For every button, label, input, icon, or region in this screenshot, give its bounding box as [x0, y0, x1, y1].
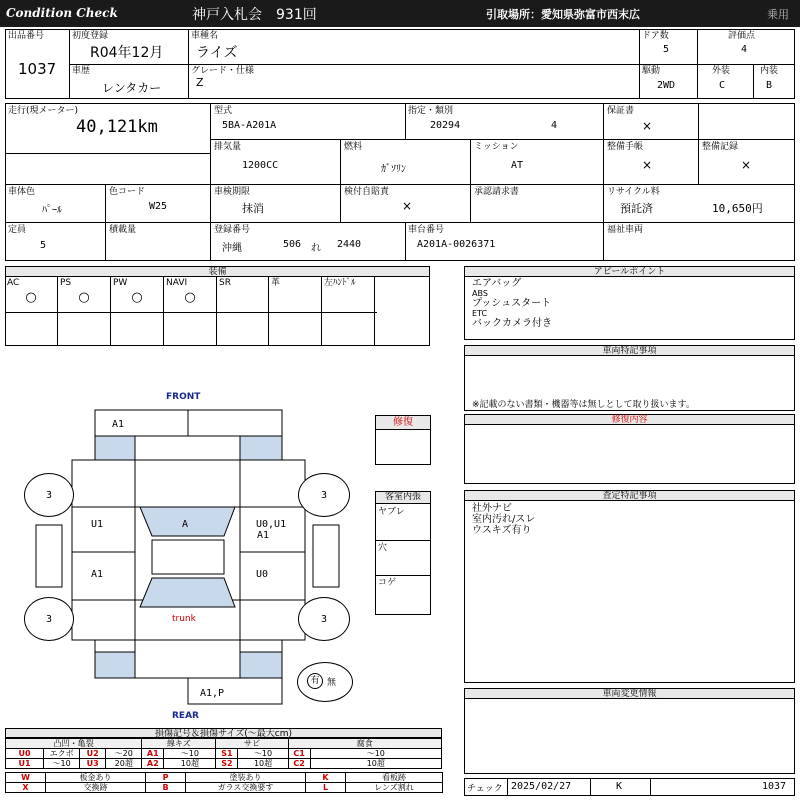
fuel-label: 燃料 — [344, 142, 363, 152]
legend-size: ～20 — [106, 749, 142, 759]
interior-burn: コゲ — [378, 578, 397, 588]
first-reg-label: 初度登録 — [72, 31, 109, 41]
exterior-grade: C — [719, 80, 726, 91]
car-name: ライズ — [196, 45, 238, 61]
assessment-line: ウスキズ有り — [472, 525, 532, 536]
spec-number: 20294 — [430, 120, 461, 131]
mark-right-rear-door: U0 — [256, 569, 269, 580]
interior-hole: 穴 — [378, 543, 388, 553]
equipment-label: PW — [113, 278, 128, 288]
record: × — [741, 158, 752, 172]
recycle-status: 預託済 — [620, 202, 653, 215]
manual-label: 整備手帳 — [607, 142, 644, 152]
legend-code: K — [306, 773, 346, 783]
interior-label: 内装 — [760, 66, 779, 76]
welfare-label: 福祉車両 — [607, 225, 644, 235]
equipment-item — [58, 277, 111, 346]
model-label: 型式 — [214, 106, 233, 116]
appeal-lines — [472, 278, 552, 329]
manual: × — [642, 158, 653, 172]
legend-group-dent: 凸凹・亀裂 — [6, 739, 142, 749]
appeal-title: アピールポイント — [465, 267, 794, 277]
first-reg: R04年12月 — [90, 45, 164, 61]
appeal-line: バックカメラ付き — [472, 318, 552, 329]
fuel: ｶﾞｿﾘﾝ — [381, 164, 406, 175]
legend-size: ～10 — [238, 749, 288, 759]
repair-title: 修復内容 — [465, 415, 794, 425]
displacement: 1200CC — [242, 160, 279, 171]
check-lot: 1037 — [762, 781, 787, 792]
history: レンタカー — [102, 81, 162, 95]
equipment-title: 装備 — [6, 267, 429, 277]
repair-side-label: 修復 — [376, 416, 430, 430]
approval-label: 承認請求書 — [474, 187, 520, 197]
header-bar — [0, 0, 800, 27]
legend-size: 10超 — [164, 759, 216, 769]
doors-label: ドア数 — [642, 31, 669, 41]
appeal-line: ABS — [472, 289, 488, 298]
spare-circle-mark: 有 — [307, 673, 323, 689]
legend-code: U3 — [80, 759, 106, 769]
interior-tear: ヤブレ — [378, 507, 405, 517]
legend-code: W — [6, 773, 46, 783]
legend-group-corrosion: 腐食 — [288, 739, 441, 749]
legend-code: A1 — [142, 749, 164, 759]
capacity: 5 — [40, 240, 47, 251]
insurance: × — [402, 199, 413, 213]
color-code-label: 色コード — [109, 187, 146, 197]
front-label: FRONT — [166, 392, 201, 402]
car-name-label: 車種名 — [191, 31, 219, 41]
equipment-item — [322, 277, 375, 346]
interior-grade: B — [766, 80, 773, 91]
legend-group-scratch: 線キズ — [142, 739, 216, 749]
mileage-label: 走行(現メーター) — [8, 106, 79, 116]
equipment-label: 左ﾊﾝﾄﾞﾙ — [324, 278, 356, 288]
score-label: 評価点 — [728, 31, 756, 41]
legend-desc: レンズ割れ — [346, 783, 443, 793]
change-box — [464, 688, 795, 774]
legend-code: C2 — [288, 759, 310, 769]
legend-desc: 板金あり — [46, 773, 146, 783]
equipment-item — [5, 277, 58, 346]
drive: 2WD — [657, 80, 676, 91]
plate-number-1: 506 — [283, 239, 302, 250]
legend-title: 損傷記号＆損傷サイズ(～最大cm) — [5, 728, 442, 738]
plate-label: 登録番号 — [214, 225, 251, 235]
appeal-line: プッシュスタート — [472, 298, 552, 309]
spare-none: 無 — [327, 678, 337, 688]
legend-extra-table — [5, 772, 443, 793]
mark-left-front-door: U1 — [91, 519, 104, 530]
trunk-label: trunk — [172, 614, 196, 624]
drive-label: 駆動 — [642, 66, 661, 76]
history-label: 車歴 — [72, 66, 91, 76]
header-title: Condition Check — [6, 6, 118, 20]
legend-code: S1 — [216, 749, 238, 759]
color-code: W25 — [149, 201, 168, 212]
rear-label: REAR — [172, 711, 199, 721]
equipment-label: SR — [219, 278, 231, 288]
legend-code: S2 — [216, 759, 238, 769]
equipment-value: ○ — [78, 290, 90, 305]
exterior-label: 外装 — [712, 66, 731, 76]
spec-label: 指定・類別 — [408, 106, 454, 116]
car-diagram — [0, 380, 460, 720]
tyre-rear-left: 3 — [24, 597, 74, 641]
warranty-label: 保証書 — [607, 106, 635, 116]
plate-number-2: 2440 — [337, 239, 362, 250]
plate-region: 沖縄 — [222, 243, 242, 254]
color-label: 車体色 — [8, 187, 36, 197]
tyre-front-left: 3 — [24, 473, 74, 517]
equipment-label: NAVI — [166, 278, 188, 288]
legend-code: X — [6, 783, 46, 793]
assessment-title: 査定特記事項 — [465, 491, 794, 501]
record-label: 整備記録 — [702, 142, 739, 152]
equipment-item — [217, 277, 269, 346]
appeal-line: ETC — [472, 309, 488, 318]
equipment-item — [111, 277, 164, 346]
tyre-rear-right: 3 — [298, 597, 350, 641]
spare-tyre — [297, 662, 353, 702]
inspection-label: 車検期限 — [214, 187, 251, 197]
equipment-label: 革 — [271, 278, 281, 288]
assessment-line: 社外ナビ — [472, 503, 512, 514]
legend-desc: 看板跡 — [346, 773, 443, 783]
legend-group-rust: サビ — [216, 739, 288, 749]
auction-name: 神戸入札会 931回 — [192, 7, 317, 23]
assessment-lines — [472, 503, 535, 536]
legend-desc: 交換跡 — [46, 783, 146, 793]
pickup-location: 引取場所：愛知県弥富市西末広 — [486, 8, 640, 21]
warranty: × — [642, 119, 653, 133]
lot-number: 1037 — [18, 60, 57, 78]
legend-size: ～10 — [164, 749, 216, 759]
doors: 5 — [663, 44, 670, 55]
inspection: 抹消 — [242, 202, 264, 215]
grade-label: グレード・仕様 — [191, 66, 255, 76]
equipment-label: PS — [60, 278, 72, 288]
equipment-value: ○ — [131, 290, 143, 305]
displacement-label: 排気量 — [214, 142, 242, 152]
special-title: 車両特記事項 — [465, 346, 794, 356]
legend-code: U1 — [6, 759, 44, 769]
load-label: 積載量 — [109, 225, 137, 235]
mission-label: ミッション — [474, 142, 519, 152]
legend-size: エクボ — [44, 749, 80, 759]
legend-size: ～10 — [310, 749, 441, 759]
equipment-label: AC — [7, 278, 20, 288]
chassis-label: 車台番号 — [408, 225, 445, 235]
grade: Z — [196, 76, 204, 89]
assessment-line: 室内汚れ/スレ — [472, 514, 536, 525]
tyre-front-right: 3 — [298, 473, 350, 517]
legend-code: L — [306, 783, 346, 793]
legend-code: U0 — [6, 749, 44, 759]
mark-front-bumper: A1 — [112, 419, 125, 430]
mileage: 40,121km — [76, 117, 158, 137]
legend-code: B — [146, 783, 186, 793]
check-inspector: K — [616, 781, 623, 792]
special-note: ※記載のない書類・機器等は無しとして取り扱います。 — [472, 400, 695, 410]
mark-rear-bumper: A1,P — [200, 688, 225, 699]
legend-code: A2 — [142, 759, 164, 769]
legend-size: 10超 — [310, 759, 441, 769]
legend-size: 10超 — [238, 759, 288, 769]
chassis-number: A201A-0026371 — [417, 239, 496, 250]
legend-code: U2 — [80, 749, 106, 759]
mission: AT — [511, 160, 524, 171]
lot-label: 出品番号 — [8, 31, 45, 41]
change-title: 車両変更情報 — [465, 689, 794, 699]
legend-size: ～10 — [44, 759, 80, 769]
model-code: 5BA-A201A — [222, 120, 277, 131]
car-outline — [0, 380, 460, 720]
legend-desc: ガラス交換要す — [186, 783, 306, 793]
color: ﾊﾟｰﾙ — [42, 205, 62, 216]
class-number: 4 — [551, 120, 558, 131]
recycle-label: リサイクル料 — [607, 187, 660, 197]
mark-right-front-2: A1 — [257, 530, 270, 541]
equipment-value: ○ — [184, 290, 196, 305]
insurance-label: 検付自賠責 — [344, 187, 390, 197]
equipment-item — [269, 277, 322, 346]
recycle-fee: 10,650円 — [712, 202, 763, 215]
mark-right-front: U0,U1 — [256, 519, 287, 530]
equipment-value: ○ — [25, 290, 37, 305]
capacity-label: 定員 — [8, 225, 27, 235]
mark-hood: A — [182, 519, 189, 530]
mark-left-rear-door: A1 — [91, 569, 104, 580]
interior-title: 客室内張 — [376, 492, 430, 504]
legend-code: P — [146, 773, 186, 783]
damage-legend — [5, 728, 442, 793]
check-date: 2025/02/27 — [511, 781, 572, 792]
appeal-line: エアバッグ — [472, 278, 522, 289]
category: 乗用 — [767, 8, 789, 21]
equipment-item — [164, 277, 217, 346]
legend-size: 20超 — [106, 759, 142, 769]
legend-code: C1 — [288, 749, 310, 759]
check-label: チェック — [467, 784, 503, 794]
plate-kana: れ — [311, 243, 321, 254]
score: 4 — [741, 44, 748, 55]
legend-desc: 塗装あり — [186, 773, 306, 783]
legend-table — [5, 738, 442, 769]
